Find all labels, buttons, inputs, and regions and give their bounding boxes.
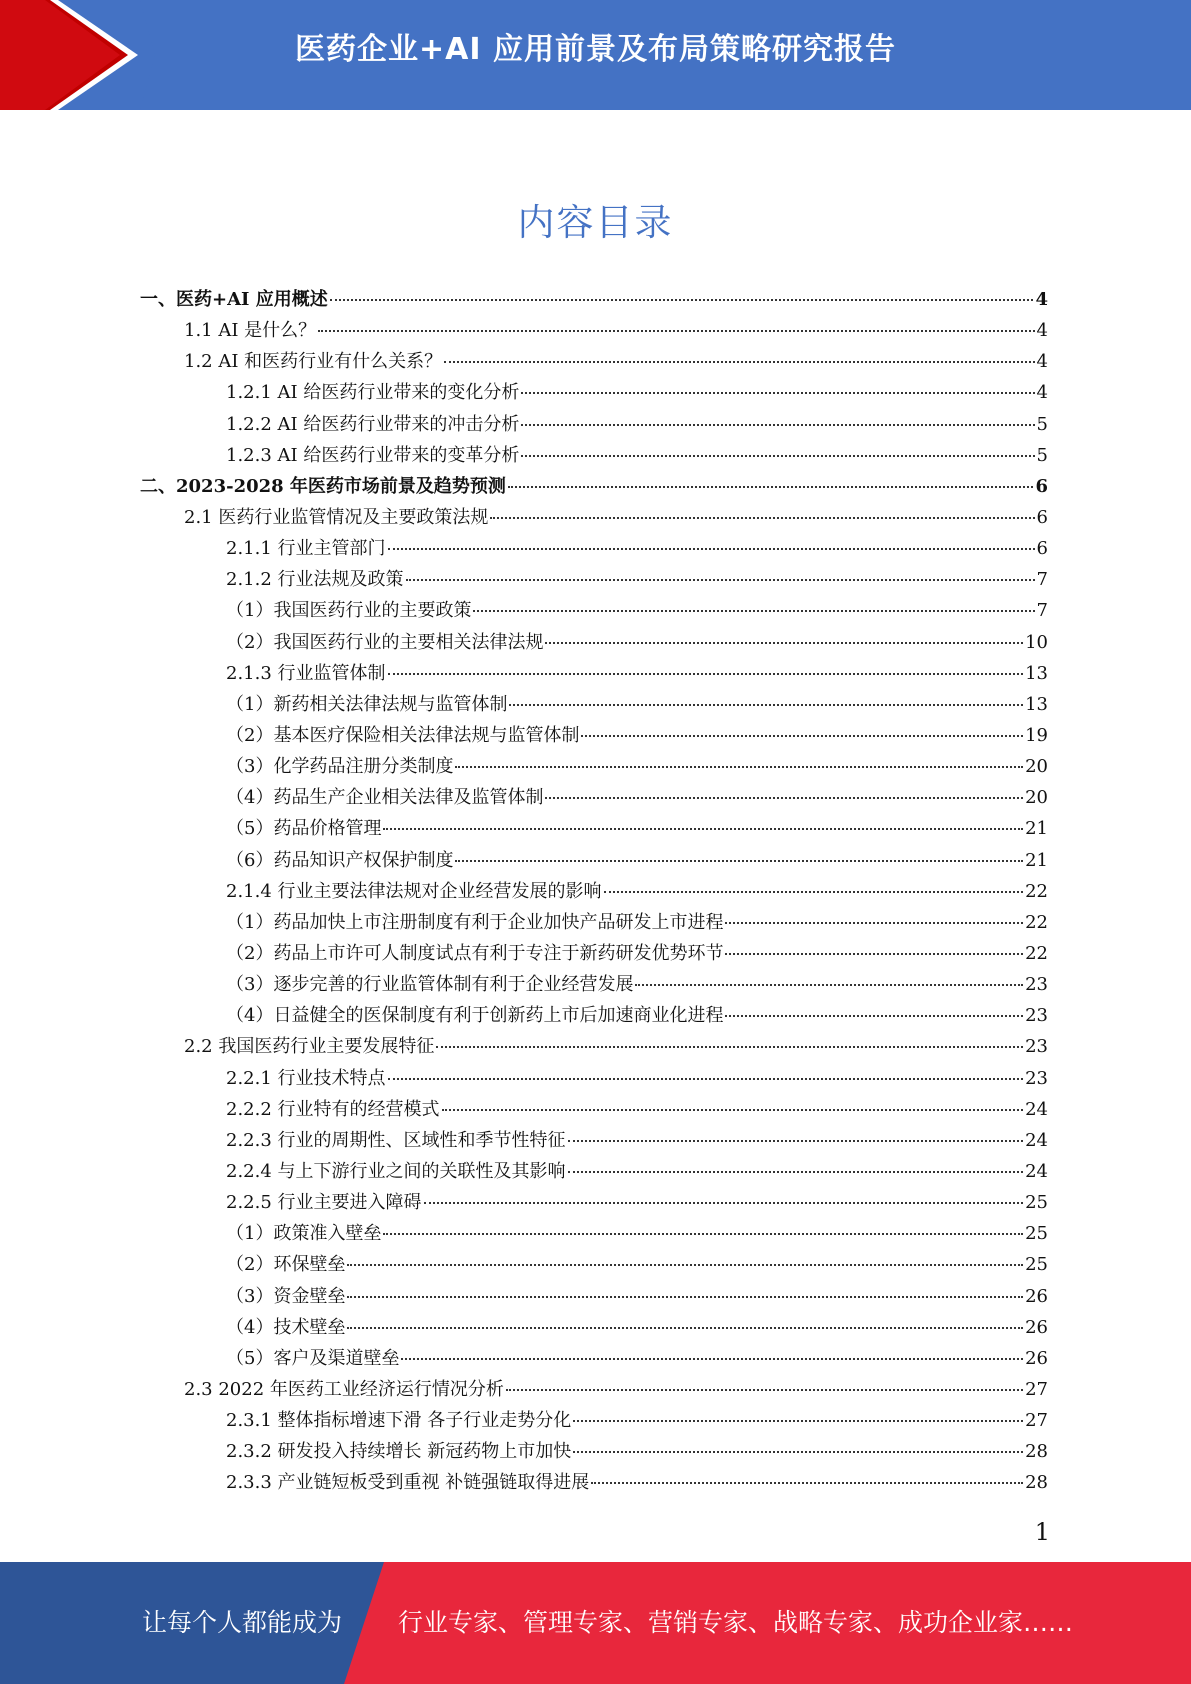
toc-entry-label: （4）药品生产企业相关法律及监管体制 bbox=[226, 787, 544, 809]
toc-entry-page: 5 bbox=[1036, 444, 1048, 466]
toc-entry-label: 2.3 2022 年医药工业经济运行情况分析 bbox=[184, 1378, 504, 1400]
toc-entry-label: 1.1 AI 是什么？ bbox=[184, 320, 317, 342]
toc-entry-page: 21 bbox=[1025, 818, 1048, 840]
toc-dot-leader bbox=[473, 609, 1034, 612]
toc-entry-label: （1）我国医药行业的主要政策 bbox=[226, 600, 472, 622]
toc-entry-page: 22 bbox=[1025, 911, 1048, 933]
toc-entry-page: 25 bbox=[1025, 1223, 1048, 1245]
toc-entry[interactable] bbox=[140, 938, 1048, 969]
toc-entry[interactable] bbox=[140, 782, 1048, 813]
toc-entry-page: 27 bbox=[1025, 1378, 1048, 1400]
toc-entry-label: （2）基本医疗保险相关法律法规与监管体制 bbox=[226, 724, 580, 746]
toc-entry-label: 2.1.2 行业法规及政策 bbox=[226, 569, 404, 591]
toc-entry-page: 25 bbox=[1025, 1192, 1048, 1214]
toc-entry[interactable] bbox=[140, 377, 1048, 408]
toc-entry-page: 23 bbox=[1025, 1067, 1048, 1089]
footer-slogan-left: 让每个人都能成为 bbox=[142, 1608, 343, 1637]
report-title: 医药企业+AI 应用前景及布局策略研究报告 bbox=[295, 32, 896, 67]
toc-entry[interactable] bbox=[140, 689, 1048, 720]
toc-entry-label: （1）药品加快上市注册制度有利于企业加快产品研发上市进程 bbox=[226, 911, 724, 933]
toc-dot-leader bbox=[401, 1357, 1023, 1360]
toc-entry-page: 24 bbox=[1025, 1160, 1048, 1182]
toc-dot-leader bbox=[635, 983, 1023, 986]
toc-dot-leader bbox=[725, 921, 1023, 924]
toc-entry-label: （5）药品价格管理 bbox=[226, 818, 382, 840]
toc-entry-page: 24 bbox=[1025, 1098, 1048, 1120]
toc-entry[interactable] bbox=[140, 1249, 1048, 1280]
toc-entry[interactable] bbox=[140, 284, 1048, 315]
toc-entry-page: 6 bbox=[1035, 475, 1048, 497]
toc-entry-label: （3）逐步完善的行业监管体制有利于企业经营发展 bbox=[226, 974, 634, 996]
toc-entry-label: 2.1.3 行业监管体制 bbox=[226, 662, 386, 684]
toc-dot-leader bbox=[455, 765, 1023, 768]
toc-entry[interactable] bbox=[140, 564, 1048, 595]
toc-dot-leader bbox=[347, 1263, 1023, 1266]
toc-entry-label: （6）药品知识产权保护制度 bbox=[226, 849, 454, 871]
toc-dot-leader bbox=[442, 1108, 1024, 1111]
footer-band bbox=[0, 1562, 1191, 1684]
toc-entry[interactable] bbox=[140, 1094, 1048, 1125]
table-of-contents bbox=[140, 284, 1048, 1498]
toc-entry[interactable] bbox=[140, 720, 1048, 751]
toc-entry-page: 19 bbox=[1025, 724, 1048, 746]
toc-entry-page: 27 bbox=[1025, 1410, 1048, 1432]
toc-entry-label: 2.3.1 整体指标增速下滑 各子行业走势分化 bbox=[226, 1410, 572, 1432]
toc-entry[interactable] bbox=[140, 1063, 1048, 1094]
toc-entry[interactable] bbox=[140, 813, 1048, 844]
toc-entry[interactable] bbox=[140, 907, 1048, 938]
toc-entry[interactable] bbox=[140, 533, 1048, 564]
toc-dot-leader bbox=[521, 391, 1034, 394]
toc-entry-label: 一、医药+AI 应用概述 bbox=[140, 289, 328, 310]
page-number: 1 bbox=[1034, 1518, 1050, 1546]
toc-dot-leader bbox=[545, 641, 1023, 644]
toc-dot-leader bbox=[573, 1450, 1023, 1453]
toc-entry[interactable] bbox=[140, 1467, 1048, 1498]
toc-entry-label: 1.2 AI 和医药行业有什么关系？ bbox=[184, 351, 443, 373]
toc-entry-page: 28 bbox=[1025, 1472, 1048, 1494]
toc-dot-leader bbox=[383, 1232, 1023, 1235]
toc-entry-label: 2.2 我国医药行业主要发展特征 bbox=[184, 1036, 435, 1058]
toc-entry[interactable] bbox=[140, 658, 1048, 689]
toc-entry-label: 2.2.3 行业的周期性、区域性和季节性特征 bbox=[226, 1129, 566, 1151]
toc-entry-label: 2.1 医药行业监管情况及主要政策法规 bbox=[184, 506, 489, 528]
toc-entry[interactable] bbox=[140, 1218, 1048, 1249]
toc-entry-page: 20 bbox=[1025, 756, 1048, 778]
toc-entry[interactable] bbox=[140, 1312, 1048, 1343]
toc-entry[interactable] bbox=[140, 751, 1048, 782]
toc-entry-page: 4 bbox=[1036, 351, 1048, 373]
toc-entry[interactable] bbox=[140, 1405, 1048, 1436]
header-band bbox=[0, 0, 1191, 110]
toc-entry-label: （4）技术壁垒 bbox=[226, 1316, 346, 1338]
toc-dot-leader bbox=[581, 734, 1023, 737]
toc-entry-page: 5 bbox=[1036, 413, 1048, 435]
toc-entry-label: 1.2.2 AI 给医药行业带来的冲击分析 bbox=[226, 413, 520, 435]
toc-entry-page: 22 bbox=[1025, 942, 1048, 964]
toc-entry-page: 6 bbox=[1036, 538, 1048, 560]
toc-entry-page: 24 bbox=[1025, 1129, 1048, 1151]
toc-entry-page: 22 bbox=[1025, 880, 1048, 902]
toc-entry[interactable] bbox=[140, 969, 1048, 1000]
toc-dot-leader bbox=[725, 1014, 1023, 1017]
toc-dot-leader bbox=[406, 578, 1035, 581]
toc-entry-page: 26 bbox=[1025, 1347, 1048, 1369]
toc-entry[interactable] bbox=[140, 346, 1048, 377]
toc-entry-label: （1）政策准入壁垒 bbox=[226, 1223, 382, 1245]
toc-entry-label: 2.2.1 行业技术特点 bbox=[226, 1067, 386, 1089]
toc-entry-label: （5）客户及渠道壁垒 bbox=[226, 1347, 400, 1369]
toc-entry-page: 10 bbox=[1025, 631, 1048, 653]
toc-entry[interactable] bbox=[140, 440, 1048, 471]
toc-entry[interactable] bbox=[140, 1125, 1048, 1156]
toc-entry[interactable] bbox=[140, 315, 1048, 346]
toc-entry-page: 25 bbox=[1025, 1254, 1048, 1276]
toc-entry-label: 2.1.4 行业主要法律法规对企业经营发展的影响 bbox=[226, 880, 602, 902]
toc-entry-page: 7 bbox=[1036, 600, 1048, 622]
toc-dot-leader bbox=[545, 796, 1023, 799]
toc-entry-label: 2.2.5 行业主要进入障碍 bbox=[226, 1192, 422, 1214]
toc-entry-page: 28 bbox=[1025, 1441, 1048, 1463]
toc-dot-leader bbox=[591, 1481, 1023, 1484]
toc-dot-leader bbox=[388, 1077, 1024, 1080]
toc-entry[interactable] bbox=[140, 1156, 1048, 1187]
toc-entry[interactable] bbox=[140, 627, 1048, 658]
toc-dot-leader bbox=[318, 329, 1034, 332]
toc-entry[interactable] bbox=[140, 1343, 1048, 1374]
toc-dot-leader bbox=[573, 1419, 1023, 1422]
toc-dot-leader bbox=[604, 890, 1024, 893]
toc-dot-leader bbox=[521, 423, 1034, 426]
toc-entry-page: 4 bbox=[1035, 289, 1048, 310]
toc-entry-label: 1.2.3 AI 给医药行业带来的变革分析 bbox=[226, 444, 520, 466]
toc-entry-page: 23 bbox=[1025, 1036, 1048, 1058]
toc-dot-leader bbox=[388, 672, 1024, 675]
toc-entry-page: 7 bbox=[1036, 569, 1048, 591]
toc-entry-label: （1）新药相关法律法规与监管体制 bbox=[226, 693, 508, 715]
toc-entry-label: （2）我国医药行业的主要相关法律法规 bbox=[226, 631, 544, 653]
toc-entry-label: （3）化学药品注册分类制度 bbox=[226, 756, 454, 778]
toc-dot-leader bbox=[568, 1170, 1024, 1173]
toc-dot-leader bbox=[330, 298, 1034, 301]
toc-entry[interactable] bbox=[140, 1374, 1048, 1405]
toc-dot-leader bbox=[568, 1139, 1024, 1142]
toc-entry-label: 二、2023-2028 年医药市场前景及趋势预测 bbox=[140, 475, 506, 497]
footer-slogan-right: 行业专家、管理专家、营销专家、战略专家、成功企业家…… bbox=[398, 1608, 1074, 1637]
toc-entry-page: 23 bbox=[1025, 974, 1048, 996]
toc-dot-leader bbox=[509, 703, 1023, 706]
toc-entry[interactable] bbox=[140, 1436, 1048, 1467]
toc-title: 内容目录 bbox=[517, 201, 674, 244]
toc-entry[interactable] bbox=[140, 1031, 1048, 1062]
toc-dot-leader bbox=[383, 827, 1023, 830]
toc-entry[interactable] bbox=[140, 1000, 1048, 1031]
toc-entry[interactable] bbox=[140, 409, 1048, 440]
toc-dot-leader bbox=[455, 859, 1023, 862]
toc-dot-leader bbox=[436, 1045, 1023, 1048]
toc-entry-page: 4 bbox=[1036, 382, 1048, 404]
toc-entry-page: 21 bbox=[1025, 849, 1048, 871]
toc-entry-label: 2.2.2 行业特有的经营模式 bbox=[226, 1098, 440, 1120]
toc-entry-page: 6 bbox=[1036, 506, 1048, 528]
toc-entry[interactable] bbox=[140, 471, 1048, 502]
toc-dot-leader bbox=[521, 454, 1034, 457]
toc-entry-page: 26 bbox=[1025, 1285, 1048, 1307]
toc-entry-label: 2.2.4 与上下游行业之间的关联性及其影响 bbox=[226, 1160, 566, 1182]
toc-dot-leader bbox=[490, 516, 1034, 519]
toc-dot-leader bbox=[347, 1295, 1023, 1298]
toc-entry-label: 2.3.2 研发投入持续增长 新冠药物上市加快 bbox=[226, 1441, 572, 1463]
toc-entry[interactable] bbox=[140, 1187, 1048, 1218]
toc-dot-leader bbox=[508, 485, 1034, 488]
toc-entry[interactable] bbox=[140, 845, 1048, 876]
toc-entry-label: （3）资金壁垒 bbox=[226, 1285, 346, 1307]
toc-dot-leader bbox=[424, 1201, 1024, 1204]
toc-entry-label: （4）日益健全的医保制度有利于创新药上市后加速商业化进程 bbox=[226, 1005, 724, 1027]
toc-entry-label: 2.1.1 行业主管部门 bbox=[226, 538, 386, 560]
toc-entry-page: 20 bbox=[1025, 787, 1048, 809]
toc-entry-page: 13 bbox=[1025, 662, 1048, 684]
toc-entry-label: （2）环保壁垒 bbox=[226, 1254, 346, 1276]
toc-dot-leader bbox=[347, 1326, 1023, 1329]
toc-entry-label: 2.3.3 产业链短板受到重视 补链强链取得进展 bbox=[226, 1472, 590, 1494]
toc-entry-page: 23 bbox=[1025, 1005, 1048, 1027]
toc-entry-label: （2）药品上市许可人制度试点有利于专注于新药研发优势环节 bbox=[226, 942, 724, 964]
toc-entry[interactable] bbox=[140, 876, 1048, 907]
toc-dot-leader bbox=[388, 547, 1035, 550]
toc-entry-page: 26 bbox=[1025, 1316, 1048, 1338]
toc-dot-leader bbox=[444, 360, 1034, 363]
toc-dot-leader bbox=[506, 1388, 1023, 1391]
toc-entry[interactable] bbox=[140, 595, 1048, 626]
toc-entry[interactable] bbox=[140, 1281, 1048, 1312]
toc-entry[interactable] bbox=[140, 502, 1048, 533]
toc-entry-page: 13 bbox=[1025, 693, 1048, 715]
toc-entry-page: 4 bbox=[1036, 320, 1048, 342]
toc-entry-label: 1.2.1 AI 给医药行业带来的变化分析 bbox=[226, 382, 520, 404]
toc-dot-leader bbox=[725, 952, 1023, 955]
